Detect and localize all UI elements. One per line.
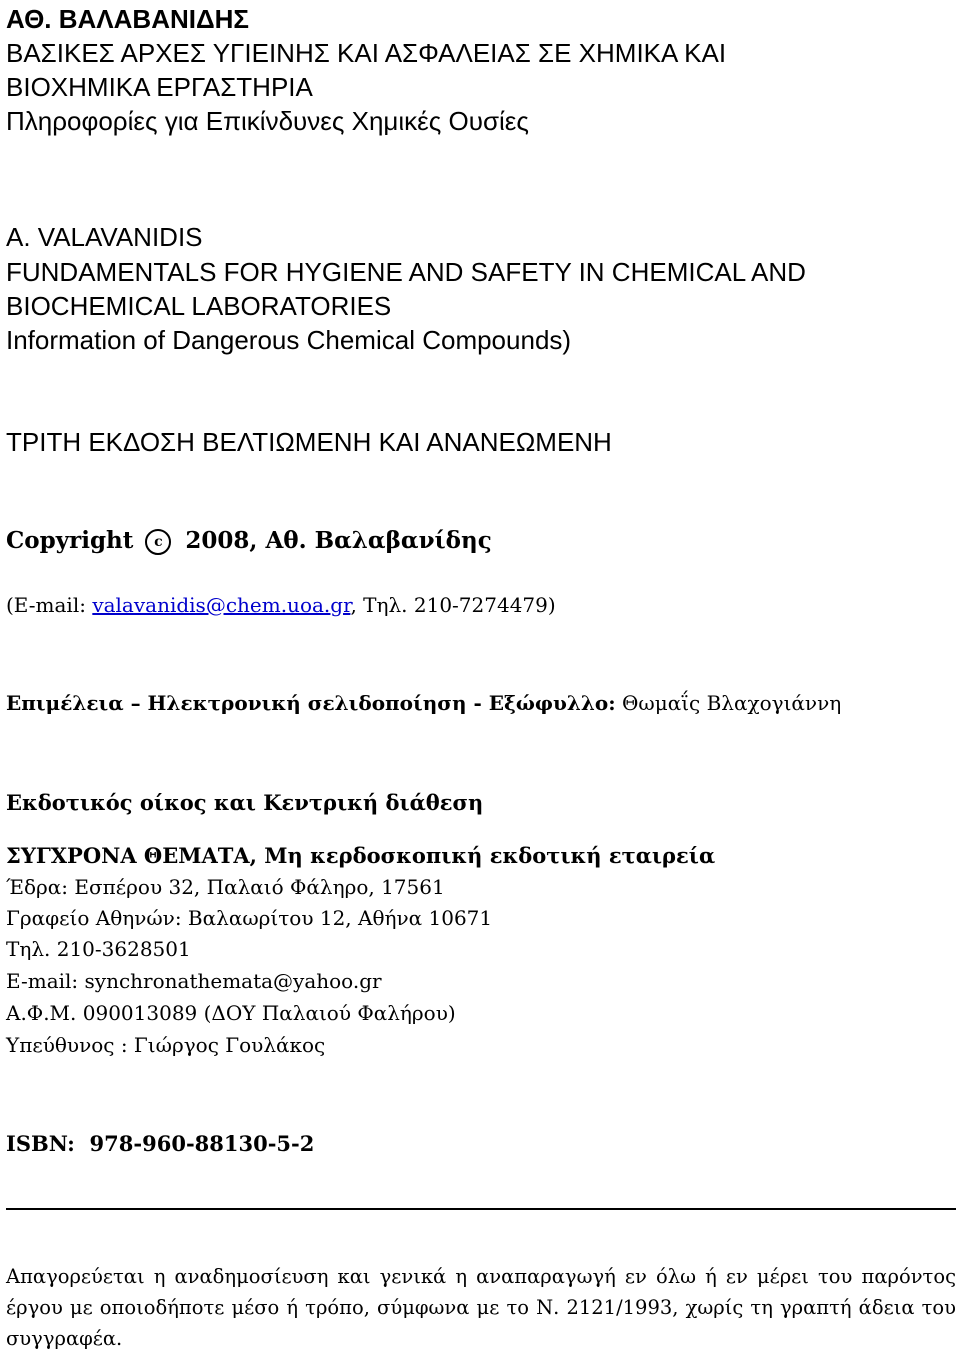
greek-author: ΑΘ. ΒΑΛΑΒΑΝΙΔΗΣ: [6, 4, 250, 34]
greek-title-line1: ΒΑΣΙΚΕΣ ΑΡΧΕΣ ΥΓΙΕΙΝΗΣ ΚΑΙ ΑΣΦΑΛΕΙΑΣ ΣΕ ΧΗΜΙΚΑ ΚΑΙ: [6, 38, 727, 68]
credits-label: Επιμέλεια – Ηλεκτρονική σελιδοποίηση - Εξώφυλλο:: [6, 691, 616, 715]
english-author: A. VALAVANIDIS: [6, 222, 203, 252]
publisher-name: ΣΥΓΧΡΟΝΑ ΘΕΜΑΤΑ, Μη κερδοσκοπική εκδοτική εταιρεία: [6, 843, 716, 868]
contact-suffix: , Τηλ. 210-7274479): [350, 593, 556, 617]
horizontal-rule: [6, 1208, 956, 1210]
contact-prefix: (E-mail:: [6, 593, 93, 617]
english-subtitle: Information of Dangerous Chemical Compounds): [6, 325, 572, 355]
english-title-line2: BIOCHEMICAL LABORATORIES: [6, 291, 392, 321]
author-email-link[interactable]: valavanidis@chem.uoa.gr: [92, 593, 351, 617]
edition-line: ΤΡΙΤΗ ΕΚΔΟΣΗ ΒΕΛΤΙΩΜΕΝΗ ΚΑΙ ΑΝΑΝΕΩΜΕΝΗ: [6, 427, 612, 457]
credits-line: [6, 688, 841, 719]
publisher-phone: Τηλ. 210-3628501: [6, 937, 191, 961]
publisher-email: E-mail: synchronathemata@yahoo.gr: [6, 969, 382, 993]
publisher-heading: Εκδοτικός οίκος και Κεντρική διάθεση: [6, 790, 484, 815]
isbn-line: ISBN: 978-960-88130-5-2: [6, 1131, 315, 1156]
contact-line: [6, 590, 556, 621]
copyright-text: 2008, Αθ. Βαλαβανίδης: [185, 527, 492, 554]
greek-title-line2: ΒΙΟΧΗΜΙΚΑ ΕΡΓΑΣΤΗΡΙΑ: [6, 72, 313, 102]
publisher-seat: Έδρα: Εσπέρου 32, Παλαιό Φάληρο, 17561: [6, 875, 445, 899]
copyright-label: Copyright: [6, 527, 134, 554]
english-title-line1: FUNDAMENTALS FOR HYGIENE AND SAFETY IN CHEMICAL AND: [6, 257, 806, 287]
publisher-tax-id: Α.Φ.Μ. 090013089 (ΔΟΥ Παλαιού Φαλήρου): [6, 1001, 456, 1025]
publisher-responsible: Υπεύθυνος : Γιώργος Γουλάκος: [6, 1033, 326, 1057]
credits-name: Θωμαΐς Βλαχογιάννη: [621, 691, 842, 715]
copyright-icon: c: [145, 529, 171, 555]
greek-subtitle: Πληροφορίες για Επικίνδυνες Χημικές Ουσίες: [6, 106, 529, 136]
publisher-office: Γραφείο Αθηνών: Βαλαωρίτου 12, Αθήνα 10671: [6, 906, 493, 930]
copyright-line: [6, 525, 492, 556]
copyright-notice: Απαγορεύεται η αναδημοσίευση και γενικά η αναπαραγωγή εν όλω ή εν μέρει του παρόντος έργου με οποιοδήποτε μέσο ή τρόπο, σύμφωνα με το Ν. 2121/1993, χωρίς τη γραπτή άδεια του συγγραφέα.: [6, 1265, 956, 1350]
